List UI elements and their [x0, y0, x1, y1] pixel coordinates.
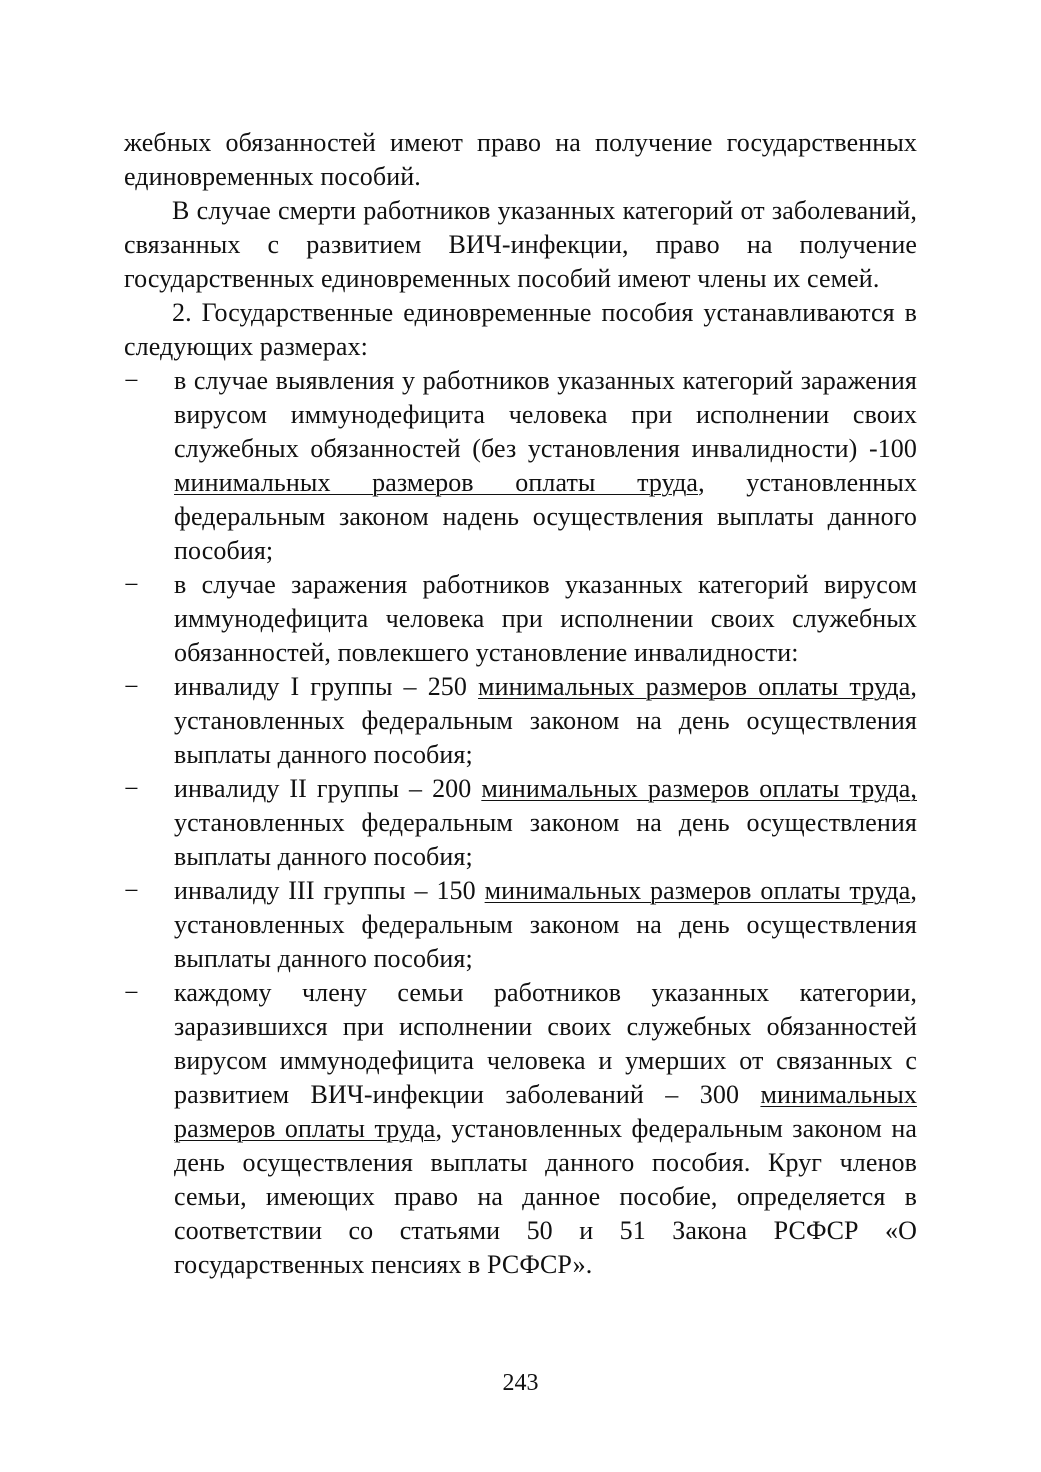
list-item — [124, 364, 917, 568]
dash-marker: − — [124, 366, 139, 395]
dash-marker: − — [124, 978, 139, 1007]
item-text: , установленных федеральным законом надень осуществления выплаты данного пособия; — [174, 468, 917, 565]
item-text: инвалиду I группы – 250 — [174, 672, 479, 701]
paragraph-benefit-sizes: 2. Государственные единовременные пособия устанавливаются в следующих размерах: — [124, 298, 917, 361]
list-item — [124, 568, 917, 670]
paragraph-death-case: В случае смерти работников указанных категорий от заболеваний, связанных с развитием ВИЧ-инфекции, право на получение государственных единовременных пособий имеют члены их семей. — [124, 196, 917, 293]
item-text: каждому члену семьи работников указанных категории, заразившихся при исполнении своих служебных обязанностей вирусом иммунодефицита человека и умерших от связанных с развитием ВИЧ-инфекции заболеваний – 300 — [174, 978, 917, 1109]
underlined-term: минимальных размеров оплаты труда — [174, 468, 699, 497]
item-text: инвалиду III группы – 150 — [174, 876, 485, 905]
paragraph-continuation: жебных обязанностей имеют право на получение государственных единовременных пособий. — [124, 128, 917, 191]
page-number: 243 — [502, 1370, 539, 1396]
page-body — [124, 126, 917, 1282]
underlined-term: минимальных размеров оплаты труда — [174, 1080, 917, 1143]
underlined-term: минимальных размеров оплаты труда, — [481, 774, 917, 803]
list-item — [124, 976, 917, 1282]
item-text: установленных федеральным законом на день осуществления выплаты данного пособия; — [174, 808, 917, 871]
dash-marker: − — [124, 876, 139, 905]
dash-marker: − — [124, 570, 139, 599]
dash-marker: − — [124, 672, 139, 701]
benefit-list — [124, 364, 917, 1282]
underlined-term: минимальных размеров оплаты труда — [478, 672, 911, 701]
list-item — [124, 772, 917, 874]
item-text: , установленных федеральным законом на день осуществления выплаты данного пособия; — [174, 876, 917, 973]
item-text: инвалиду II группы – 200 — [174, 774, 482, 803]
item-text: в случае заражения работников указанных категорий вирусом иммунодефицита человека при исполнении своих служебных обязанностей, повлекшего установление инвалидности: — [174, 570, 917, 667]
item-text: в случае выявления у работников указанных категорий заражения вирусом иммунодефицита человека при исполнении своих служебных обязанностей (без установления инвалидности) -100 — [174, 366, 917, 463]
list-item — [124, 874, 917, 976]
list-item — [124, 670, 917, 772]
underlined-term: минимальных размеров оплаты труда — [484, 876, 911, 905]
item-text: , установленных федеральным законом на день осуществления выплаты данного пособия. Круг членов семьи, имеющих право на данное пособие, определяется в соответствии со статьями 50 и 51 Закона РСФСР «О государственных пенсиях в РСФСР». — [174, 1114, 917, 1279]
item-text: , установленных федеральным законом на день осуществления выплаты данного пособия; — [174, 672, 917, 769]
dash-marker: − — [124, 774, 139, 803]
